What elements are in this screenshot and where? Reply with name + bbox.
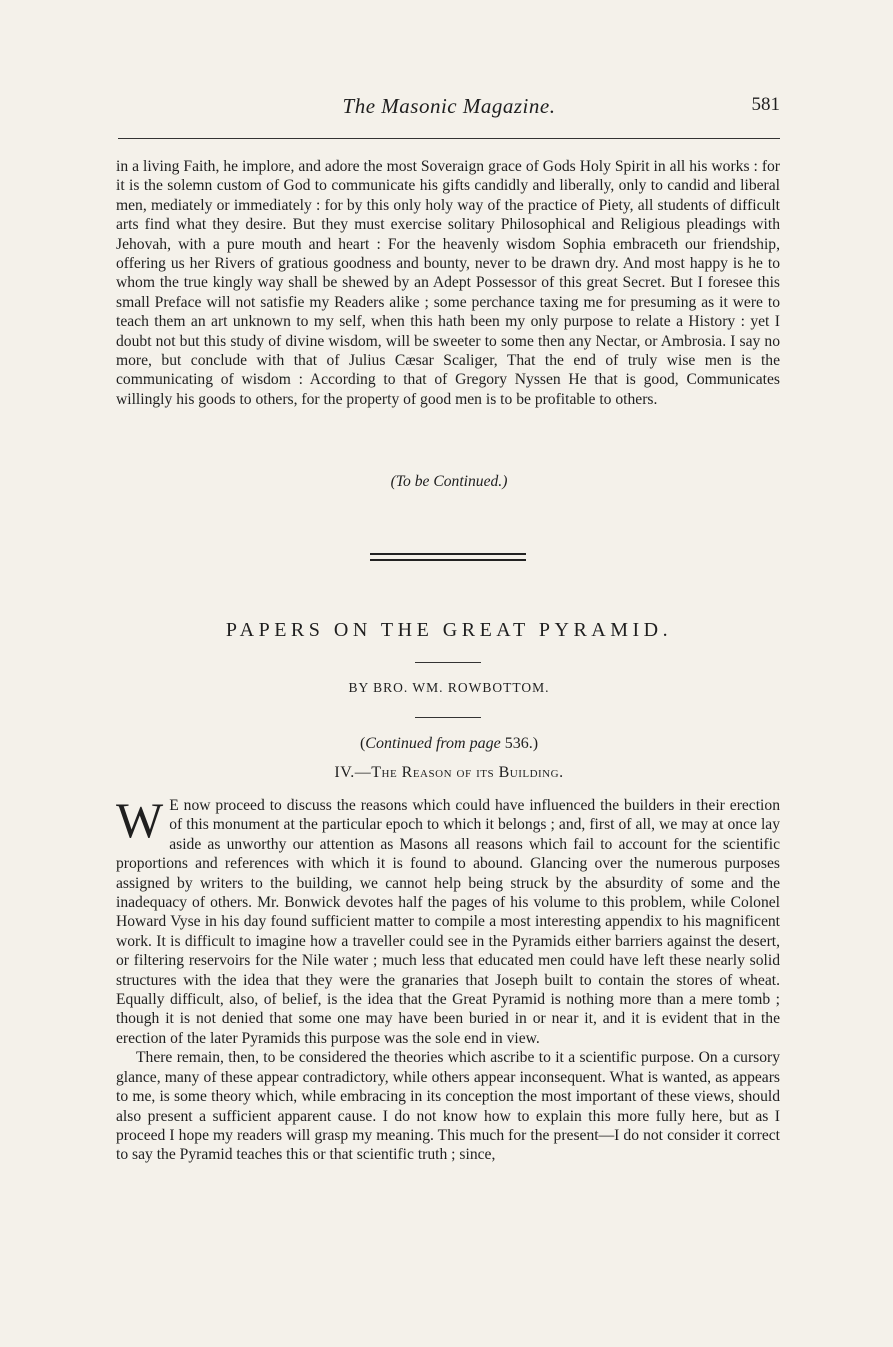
- section-numeral: IV.—: [334, 764, 372, 781]
- to-be-continued-note: (To be Continued.): [390, 473, 508, 490]
- article-byline: BY BRO. WM. ROWBOTTOM.: [348, 680, 550, 695]
- drop-cap: W: [116, 792, 164, 848]
- header-rule: [118, 138, 780, 139]
- paragraph-1-text: E now proceed to discuss the reasons which could have influenced the builders in their erection of this monument at the particular epoch to which it belongs ; and, first of all, we may at once lay aside as unworthy our attention as Masons all reasons which fail to account for the scientific proportions and references with which it is found to abound. Glancing over the numerous purposes assigned by writers to the building, we cannot help being struck by the absurdity of some and the inadequacy of others. Mr. Bonwick devotes half the pages of his volume to this problem, while Colonel Howard Vyse in his day found sufficient matter to compile a most interesting appendix to his magnificent work. It is difficult to imagine how a traveller could see in the Pyramids either barriers against the desert, or filtering reservoirs for the Nile water ; much less that educated men could have left these nearly solid structures with the idea that they were the granaries that Joseph built to contain the stores of wheat. Equally difficult, also, of belief, is the idea that the Great Pyramid is nothing more than a mere tomb ; though it is not denied that some one may have been buried in or near it, and it is evident that in the erection of the later Pyramids this purpose was the sole end in view.: [116, 797, 780, 1047]
- page-number: 581: [751, 94, 780, 115]
- article-paragraph-1: [116, 792, 780, 1048]
- section-divider-top-line: [370, 553, 526, 555]
- continued-paragraph: in a living Faith, he implore, and adore the most Soveraign grace of Gods Holy Spirit in all his works : for it is the solemn custom of God to communicate his gifts candidly and liberally, only to candid and liberal men, mediately or immediately : for by this only holy way of the practice of Piety, all students of difficult arts find what they desire. But they must exercise solitary Philosophical and Religious pleadings with Jehovah, with a pure mouth and heart : For the heavenly wisdom Sophia embraceth our friendship, offering us her Rivers of gratious goodness and bounty, never to be drawn dry. And most happy is he to whom the true kingly way shall be shewed by an Adept Possessor of this great Secret. But I foresee this small Preface will not satisfie my Readers alike ; some perchance taxing me for presuming as it were to teach them an art unknown to my self, when this hath been my only purpose to relate a History : yet I doubt not but this study of divine wisdom, will be sweeter to some then any Nectar, or Ambrosia. I say no more, but conclude with that of Julius Cæsar Scaliger, That the end of truly wise men is the communicating of wisdom : According to that of Gregory Nyssen He that is good, Communicates willingly his goods to others, for the property of good men is to be profitable to others.: [116, 158, 780, 408]
- section-heading-text: The Reason of its Building.: [371, 764, 564, 781]
- running-head: [118, 94, 780, 126]
- title-rule: [415, 662, 481, 663]
- section-divider-bottom-line: [370, 559, 526, 561]
- running-title: The Masonic Magazine.: [342, 94, 556, 118]
- continued-from-label: Continued from page: [365, 735, 501, 752]
- continued-from-page: 536.): [504, 735, 539, 752]
- continued-text-block: [116, 157, 780, 409]
- byline-rule: [415, 717, 481, 718]
- article-title: PAPERS ON THE GREAT PYRAMID.: [225, 619, 673, 641]
- section-heading: [118, 764, 780, 782]
- continued-paren: (: [359, 735, 366, 752]
- continued-from-note: [118, 735, 780, 753]
- article-body: [116, 792, 780, 1165]
- article-paragraph-2: There remain, then, to be considered the theories which ascribe to it a scientific purpose. On a cursory glance, many of these appear contradictory, while others appear inconsequent. What is wanted, as appears to me, is some theory which, while embracing in its conception the most important of these views, should also present a sufficient apparent cause. I do not know how to explain this more fully here, but as I proceed I hope my readers will grasp my meaning. This much for the present—I do not consider it correct to say the Pyramid teaches this or that scientific truth ; since,: [116, 1049, 780, 1164]
